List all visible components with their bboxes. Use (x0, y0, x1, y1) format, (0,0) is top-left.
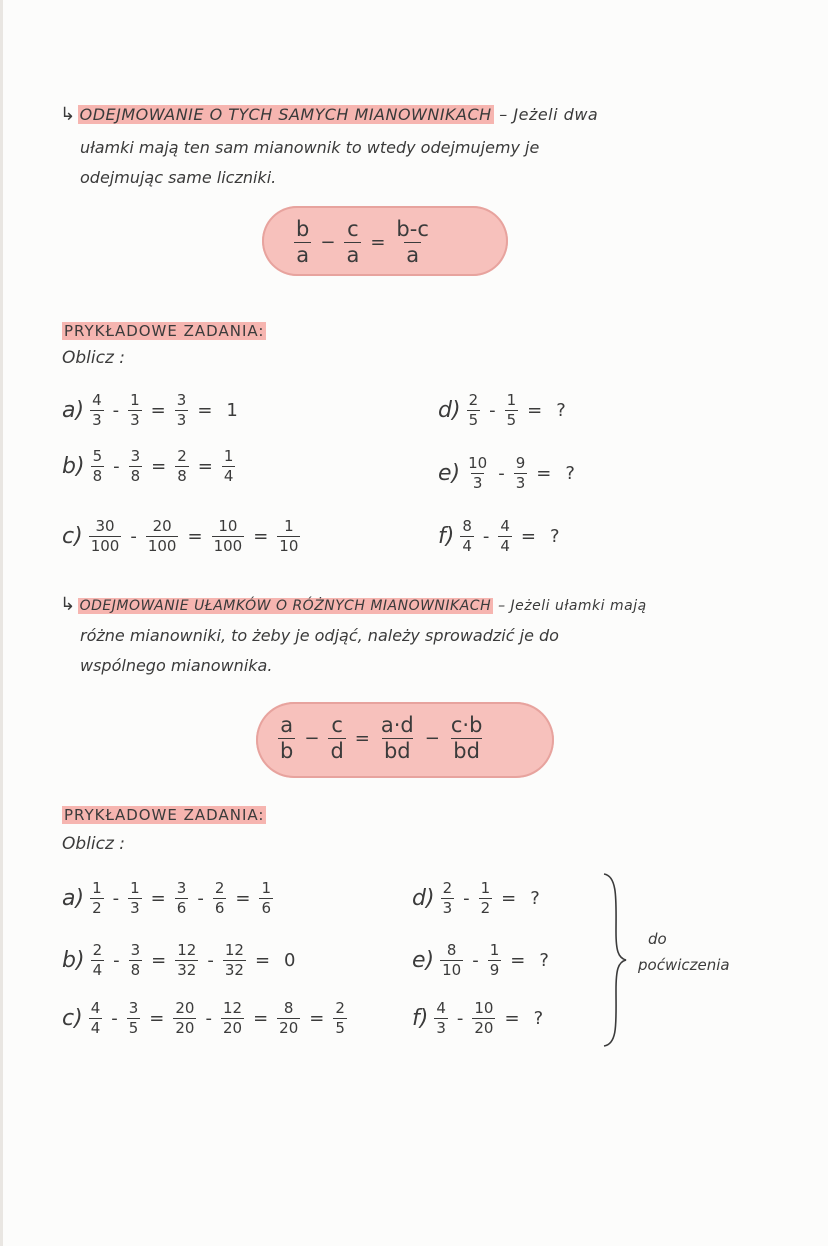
section2-dash: – (498, 598, 506, 614)
formula-2-term-4: $\frac{c\cdot b}{bd}$ (450, 713, 483, 764)
formula-1-term-1: $\frac{b}{a}$ (296, 217, 310, 268)
symbol: = (197, 455, 213, 477)
fraction: $\frac{4}{4}$ (90, 999, 101, 1037)
s2-example-b (62, 942, 302, 978)
note-poćwiczenia: poćwiczenia (638, 956, 730, 974)
section2-title-line (60, 594, 647, 615)
example-label: f) (438, 523, 455, 549)
fraction: $\frac{8}{10}$ (442, 941, 462, 979)
fraction: $\frac{12}{20}$ (222, 999, 243, 1037)
symbol: - (130, 525, 137, 547)
symbol: 0 (284, 949, 296, 971)
symbol: = (253, 1007, 269, 1029)
example-label: d) (412, 885, 435, 911)
symbol: 1 (226, 399, 238, 421)
fraction: $\frac{1}{2}$ (480, 879, 491, 917)
fraction: $\frac{3}{8}$ (130, 941, 141, 979)
symbol: = (150, 399, 166, 421)
section2-desc-1: Jeżeli ułamki mają (510, 598, 647, 614)
symbol: - (472, 949, 479, 971)
fraction: $\frac{1}{3}$ (130, 879, 140, 917)
symbol: ? (565, 462, 575, 484)
symbol: - (112, 887, 120, 909)
fraction: $\frac{1}{5}$ (506, 391, 517, 429)
s1-example-e (438, 455, 582, 491)
formula-2-term-3: $\frac{a\cdot d}{bd}$ (380, 713, 414, 764)
curly-brace-icon (600, 872, 628, 1048)
symbol: = (149, 1007, 165, 1029)
fraction: $\frac{1}{2}$ (92, 879, 102, 917)
symbol: = (151, 455, 167, 477)
fraction: $\frac{4}{3}$ (92, 391, 102, 429)
fraction: $\frac{3}{3}$ (176, 391, 187, 429)
example-label: a) (62, 397, 85, 423)
symbol: = (504, 1007, 520, 1029)
section2-sub: Oblicz : (62, 834, 126, 854)
fraction: $\frac{2}{5}$ (335, 999, 345, 1037)
example-label: b) (62, 453, 85, 479)
s1-example-b (62, 448, 237, 484)
section1-sub: Oblicz : (62, 348, 126, 368)
section1-title: ODEJMOWANIE O TYCH SAMYCH MIANOWNIKACH (79, 105, 492, 124)
fraction: $\frac{1}{9}$ (489, 941, 500, 979)
section1-dash: – (499, 105, 508, 124)
arrow-icon: ↳ (60, 104, 76, 125)
symbol: = (536, 462, 552, 484)
s2-example-a (62, 880, 275, 916)
fraction: $\frac{10}{100}$ (213, 517, 243, 555)
s1-example-f (438, 518, 567, 554)
s1-example-c (62, 518, 302, 554)
section2-desc-2: różne mianowniki, to żeby je odjąć, należy sprowadzić je do (80, 626, 559, 645)
symbol: ? (550, 525, 560, 547)
formula-1-op: − (320, 232, 336, 254)
formula-1-result: $\frac{b-c}{a}$ (396, 217, 429, 268)
fraction: $\frac{2}{3}$ (442, 879, 453, 917)
example-label: f) (412, 1005, 429, 1031)
fraction: $\frac{12}{32}$ (224, 941, 244, 979)
s2-example-c (62, 1000, 349, 1036)
section2-title: ODEJMOWANIE UŁAMKÓW O RÓŻNYCH MIANOWNIKACH (79, 598, 492, 614)
symbol: - (489, 399, 496, 421)
formula-2 (276, 714, 486, 763)
example-label: e) (412, 947, 435, 973)
arrow-icon: ↳ (60, 594, 76, 615)
symbol: - (112, 399, 120, 421)
fraction: $\frac{4}{3}$ (436, 999, 446, 1037)
symbol: = (520, 525, 537, 547)
formula-2-op-1: − (304, 728, 320, 750)
fraction: $\frac{2}{6}$ (214, 879, 225, 917)
symbol: - (456, 1007, 464, 1029)
note-do: do (648, 930, 667, 948)
s1-example-a (62, 392, 245, 428)
symbol: ? (533, 1007, 544, 1029)
formula-2-eq: = (354, 728, 370, 750)
fraction: $\frac{1}{4}$ (223, 447, 234, 485)
formula-2-op-2: − (424, 728, 440, 750)
symbol: = (197, 399, 213, 421)
fraction: $\frac{9}{3}$ (515, 454, 526, 492)
fraction: $\frac{8}{20}$ (279, 999, 299, 1037)
symbol: = (150, 887, 166, 909)
symbol: = (254, 949, 271, 971)
s2-example-e (412, 942, 556, 978)
symbol: - (197, 887, 204, 909)
example-label: d) (438, 397, 461, 423)
fraction: $\frac{30}{100}$ (90, 517, 120, 555)
example-label: e) (438, 460, 461, 486)
symbol: ? (530, 887, 540, 909)
example-label: c) (62, 523, 83, 549)
symbol: - (498, 462, 505, 484)
s2-example-d (412, 880, 547, 916)
fraction: $\frac{3}{5}$ (128, 999, 139, 1037)
symbol: = (235, 887, 251, 909)
page-edge (0, 0, 3, 1246)
symbol: = (309, 1007, 325, 1029)
fraction: $\frac{10}{20}$ (474, 999, 494, 1037)
fraction: $\frac{1}{3}$ (130, 391, 140, 429)
fraction: $\frac{20}{20}$ (175, 999, 195, 1037)
symbol: = (501, 887, 517, 909)
symbol: = (527, 399, 543, 421)
symbol: - (113, 455, 120, 477)
fraction: $\frac{4}{4}$ (500, 517, 510, 555)
section2-heading: PRYKŁADOWE ZADANIA: (64, 806, 265, 824)
symbol: ? (539, 949, 549, 971)
symbol: - (113, 949, 120, 971)
symbol: - (463, 887, 470, 909)
symbol: - (482, 525, 490, 547)
section1-desc-2: ułamki mają ten sam mianownik to wtedy odejmujemy je (80, 138, 540, 157)
formula-2-term-1: $\frac{a}{b}$ (280, 713, 294, 764)
fraction: $\frac{2}{4}$ (92, 941, 103, 979)
formula-1 (292, 218, 433, 267)
symbol: = (510, 949, 526, 971)
fraction: $\frac{5}{8}$ (92, 447, 103, 485)
s1-example-d (438, 392, 573, 428)
example-label: a) (62, 885, 85, 911)
symbol: ? (556, 399, 566, 421)
section1-desc-1: Jeżeli dwa (513, 105, 599, 124)
example-label: c) (62, 1005, 83, 1031)
fraction: $\frac{3}{8}$ (130, 447, 141, 485)
section1-heading: PRYKŁADOWE ZADANIA: (64, 322, 265, 340)
formula-1-term-2: $\frac{c}{a}$ (346, 217, 360, 268)
example-label: b) (62, 947, 85, 973)
section1-desc-3: odejmując same liczniki. (80, 168, 277, 187)
formula-1-eq: = (370, 232, 386, 254)
fraction: $\frac{2}{5}$ (468, 391, 479, 429)
fraction: $\frac{1}{6}$ (261, 879, 271, 917)
fraction: $\frac{20}{100}$ (147, 517, 177, 555)
fraction: $\frac{2}{8}$ (177, 447, 187, 485)
symbol: - (111, 1007, 118, 1029)
symbol: = (253, 525, 269, 547)
symbol: = (151, 949, 167, 971)
section1-title-line (60, 104, 598, 125)
fraction: $\frac{1}{10}$ (279, 517, 299, 555)
symbol: - (205, 1007, 212, 1029)
fraction: $\frac{3}{6}$ (176, 879, 187, 917)
fraction: $\frac{12}{32}$ (177, 941, 197, 979)
formula-2-term-2: $\frac{c}{d}$ (330, 713, 344, 764)
section2-desc-3: wspólnego mianownika. (80, 656, 273, 675)
fraction: $\frac{10}{3}$ (468, 454, 488, 492)
s2-example-f (412, 1000, 550, 1036)
fraction: $\frac{8}{4}$ (462, 517, 472, 555)
symbol: = (187, 525, 203, 547)
symbol: - (207, 949, 214, 971)
